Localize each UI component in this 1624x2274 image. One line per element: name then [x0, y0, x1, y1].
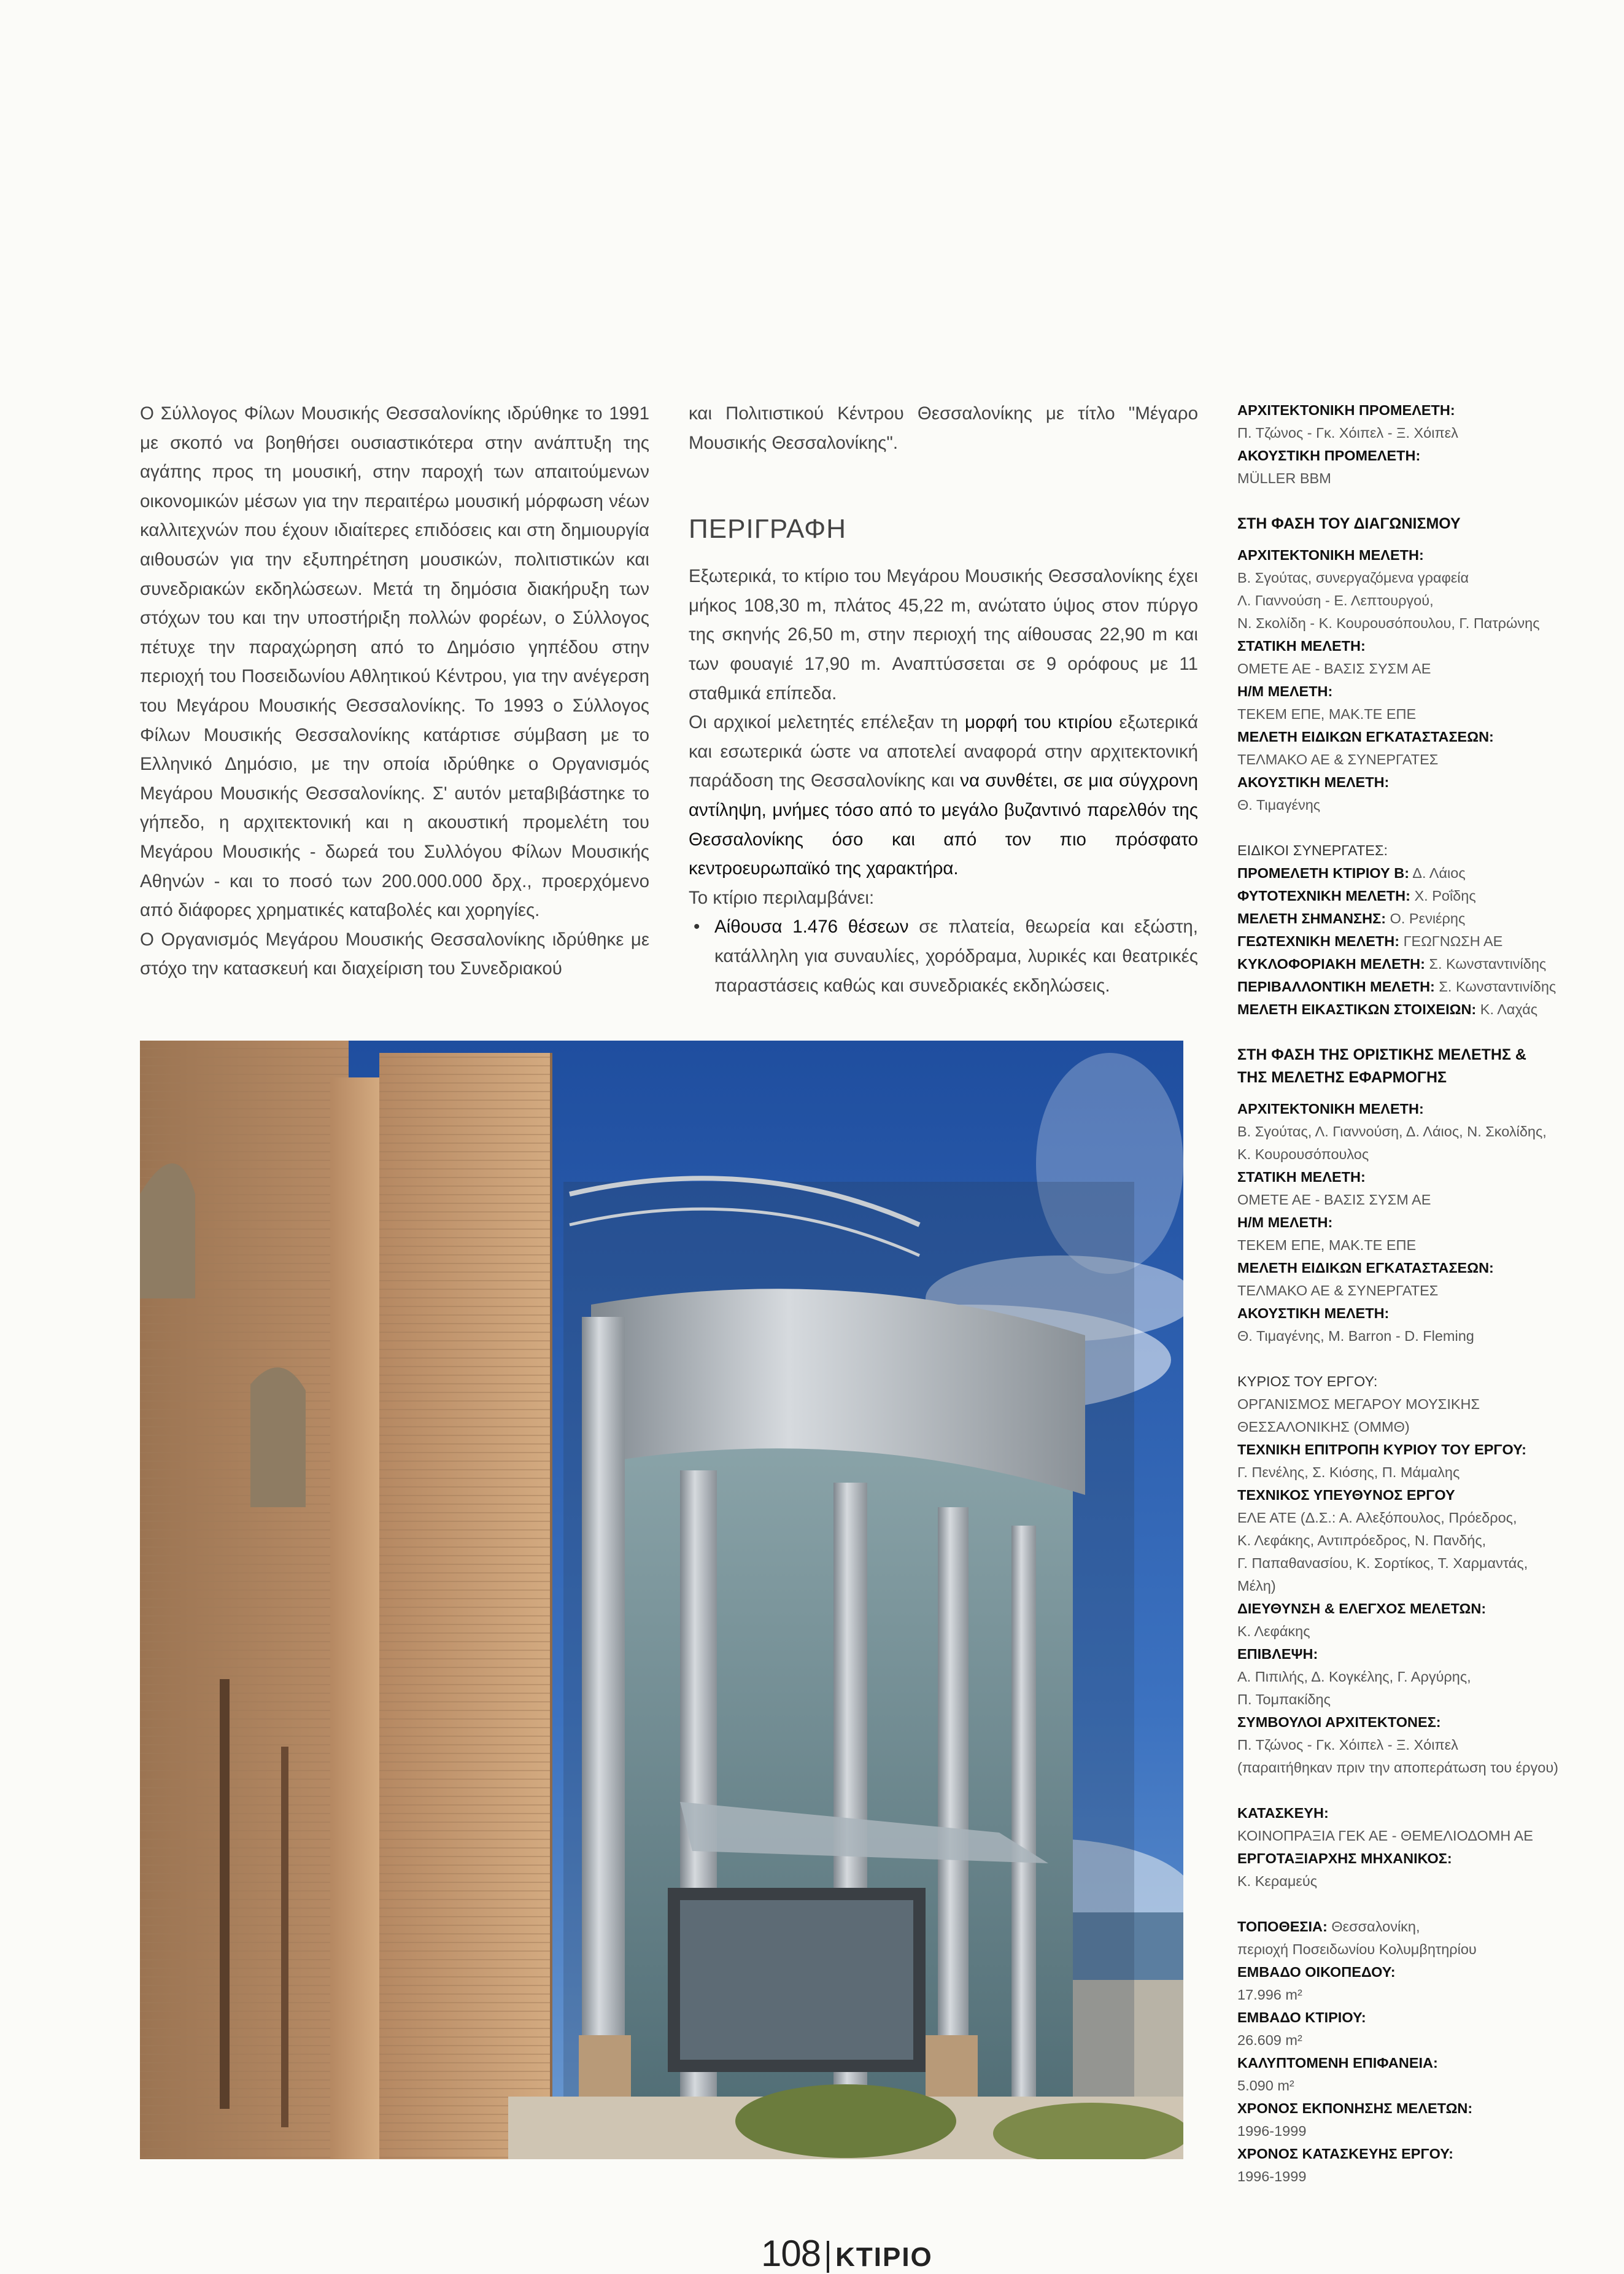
credit-label: ΕΜΒΑΔΟ ΚΤΙΡΙΟΥ: [1237, 2009, 1366, 2025]
credit-label: Η/Μ ΜΕΛΕΤΗ: [1237, 683, 1333, 699]
credit-value: Λ. Γιαννούση - Ε. Λεπτουργού, [1237, 592, 1434, 608]
credit-value: ΟΜΕΤΕ ΑΕ - ΒΑΣΙΣ ΣΥΣΜ ΑΕ [1237, 661, 1431, 677]
credit-label: ΚΑΤΑΣΚΕΥΗ: [1237, 1805, 1329, 1821]
credit-value: 26.609 m² [1237, 2032, 1302, 2048]
intro-paragraph-1: Ο Σύλλογος Φίλων Μουσικής Θεσσαλονίκης ιδρύθηκε το 1991 με σκοπό να βοηθήσει ουσιαστικότερα στην ανάπτυξη της αγάπης προς τη μουσική, στην παροχή των απαιτούμενων οικονομικών μέσων για την περαιτέρω μουσική μόρφωση νέων καλλιτεχνών που έχουν ιδιαίτερες επιδόσεις και στη δημιουργία αιθουσών για την εξυπηρέτηση μουσικών, πολιτιστικών και συνεδριακών εκδηλώσεων. Μετά τη δημόσια διακήρυξη των στόχων του και την υποστήριξη πολλών φορέων, ο Σύλλογος πέτυχε την παραχώρηση από το Δημόσιο γηπέδου στην περιοχή του Ποσειδωνίου Αθλητικού Κέντρου, για την ανέγερση του Μεγάρου Μουσικής Θεσσαλονίκης. Το 1993 ο Σύλλογος Φίλων Μουσικής Θεσσαλονίκης κατάρτισε σύμβαση με το Ελληνικό Δημόσιο, με την οποία ιδρύθηκε ο Οργανισμός Μεγάρου Μουσικής Θεσσαλονίκης. Σ' αυτόν μεταβιβάστηκε το γήπεδο, η αρχιτεκτονική και η ακουστική προμελέτη του Μεγάρου Μουσικής - δωρεά του Συλλόγου Φίλων Μουσικής Αθηνών - και το ποσό των 200.000.000 δρχ., προερχόμενο από διάφορες χρηματικές καταβολές και χορηγίες. [140, 403, 649, 921]
credit-value: Π. Τζώνος - Γκ. Χόιπελ - Ξ. Χόιπελ [1237, 1737, 1458, 1753]
location-value-2: περιοχή Ποσειδωνίου Κολυμβητηρίου [1237, 1941, 1477, 1957]
credit-line [1237, 885, 1612, 907]
credit-value: ΤΕΚΕΜ ΕΠΕ, ΜΑΚ.ΤΕ ΕΠΕ [1237, 1237, 1417, 1253]
continuation-paragraph: και Πολιτιστικού Κέντρου Θεσσαλονίκης με τίτλο "Μέγαρο Μουσικής Θεσσαλονίκης". [689, 403, 1198, 453]
credit-label: ΤΕΧΝΙΚΗ ΕΠΙΤΡΟΠΗ ΚΥΡΙΟΥ ΤΟΥ ΕΡΓΟΥ: [1237, 1442, 1526, 1457]
credit-line [1237, 862, 1612, 885]
credit-label: ΑΡΧΙΤΕΚΤΟΝΙΚΗ ΜΕΛΕΤΗ: [1237, 547, 1424, 563]
credit-value: Α. Πιπιλής, Δ. Κογκέλης, Γ. Αργύρης, [1237, 1669, 1471, 1685]
building-photo [140, 1041, 1183, 2159]
credit-label: ΑΚΟΥΣΤΙΚΗ ΜΕΛΕΤΗ: [1237, 774, 1390, 790]
credit-label: ΣΤΑΤΙΚΗ ΜΕΛΕΤΗ: [1237, 1169, 1366, 1185]
credit-value: ΤΕΛΜΑΚΟ ΑΕ & ΣΥΝΕΡΓΑΤΕΣ [1237, 1283, 1439, 1298]
credit-value: Κ. Λεφάκης, Αντιπρόεδρος, Ν. Πανδής, [1237, 1532, 1487, 1548]
magazine-name: ΚΤΙΡΙΟ [835, 2242, 933, 2272]
credit-label: ΦΥΤΟΤΕΧΝΙΚΗ ΜΕΛΕΤΗ: [1237, 888, 1410, 904]
credit-label: ΤΕΧΝΙΚΟΣ ΥΠΕΥΘΥΝΟΣ ΕΡΓΟΥ [1237, 1487, 1455, 1503]
credit-label: ΑΚΟΥΣΤΙΚΗ ΠΡΟΜΕΛΕΤΗ: [1237, 448, 1421, 464]
building-illustration [140, 1041, 1183, 2159]
credit-value: ΟΜΕΤΕ ΑΕ - ΒΑΣΙΣ ΣΥΣΜ ΑΕ [1237, 1192, 1431, 1208]
desc-highlight-form: μορφή του κτιρίου [964, 712, 1113, 733]
description-column [689, 399, 1198, 1000]
location-label: ΤΟΠΟΘΕΣΙΑ: [1237, 1919, 1328, 1934]
description-paragraph-2 [689, 708, 1198, 883]
credit-value: Θ. Τιμαγένης, M. Barron - D. Fleming [1237, 1328, 1474, 1344]
credit-line [1237, 998, 1612, 1021]
credit-label: ΓΕΩΤΕΧΝΙΚΗ ΜΕΛΕΤΗ: [1237, 933, 1400, 949]
features-list [689, 912, 1198, 1000]
credit-value: ΤΕΛΜΑΚΟ ΑΕ & ΣΥΝΕΡΓΑΤΕΣ [1237, 751, 1439, 767]
section-title-description: ΠΕΡΙΓΡΑΦΗ [689, 514, 846, 545]
page-number: 108 [761, 2233, 821, 2274]
credit-value: Μέλη) [1237, 1578, 1276, 1594]
credit-label: ΣΥΜΒΟΥΛΟΙ ΑΡΧΙΤΕΚΤΟΝΕΣ: [1237, 1714, 1441, 1730]
credits-group-facts [1237, 1915, 1612, 2188]
credit-value: Π. Τζώνος - Γκ. Χόιπελ - Ξ. Χόιπελ [1237, 425, 1458, 441]
credit-value: ΓΕΩΓΝΩΣΗ ΑΕ [1403, 933, 1503, 949]
credit-value: Χ. Ροΐδης [1414, 888, 1476, 904]
credits-group-competition [1237, 544, 1612, 817]
description-paragraph-1: Εξωτερικά, το κτίριο του Μεγάρου Μουσικής Θεσσαλονίκης έχει μήκος 108,30 m, πλάτος 45,22 m, ανώτατο ύψος στον πύργο της σκηνής 26,50 m, στην περιοχή της αίθουσας 22,90 m και των φουαγιέ 17,90 m. Αναπτύσσεται σε 9 ορόφους με 11 σταθμικά επίπεδα. [689, 566, 1198, 704]
credit-value: Δ. Λάιος [1412, 865, 1466, 881]
credit-value: Κ. Λαχάς [1480, 1001, 1538, 1017]
credit-line [1237, 1915, 1612, 1938]
credit-value: Γ. Παπαθανασίου, Κ. Σορτίκος, Τ. Χαρμαντάς, [1237, 1555, 1528, 1571]
credit-value: 1996-1999 [1237, 2168, 1307, 2184]
credit-label: ΜΕΛΕΤΗ ΕΙΔΙΚΩΝ ΕΓΚΑΤΑΣΤΑΣΕΩΝ: [1237, 729, 1494, 745]
feature-hall-text: σε πλατεία, θεωρεία και εξώστη, κατάλληλη για συναυλίες, χορόδραμα, λυρικές και θεατρικές παραστάσεις καθώς και συνεδριακές εκδηλώσεις. [714, 917, 1198, 996]
credit-label: ΔΙΕΥΘΥΝΣΗ & ΕΛΕΓΧΟΣ ΜΕΛΕΤΩΝ: [1237, 1601, 1487, 1616]
credit-label: ΧΡΟΝΟΣ ΕΚΠΟΝΗΣΗΣ ΜΕΛΕΤΩΝ: [1237, 2100, 1473, 2116]
credit-value: Π. Τομπακίδης [1237, 1691, 1331, 1707]
credit-label: ΑΡΧΙΤΕΚΤΟΝΙΚΗ ΠΡΟΜΕΛΕΤΗ: [1237, 402, 1455, 418]
desc-text-c: εξωτερικά και εσωτερικά ώστε να αποτελεί αναφορά στην αρχιτεκτονική παράδοση της Θεσσαλονίκης και [689, 712, 1198, 791]
location-value: Θεσσαλονίκη, [1331, 1919, 1420, 1934]
credit-line [1237, 907, 1612, 930]
credit-label: ΠΡΟΜΕΛΕΤΗ ΚΤΙΡΙΟΥ Β: [1237, 865, 1410, 881]
credit-value: 1996-1999 [1237, 2123, 1307, 2139]
credits-group-special [1237, 862, 1612, 1021]
credits-group-construction [1237, 1802, 1612, 1893]
credit-line [1237, 976, 1612, 998]
feature-item-hall [689, 912, 1198, 1000]
credit-label: Η/Μ ΜΕΛΕΤΗ: [1237, 1214, 1333, 1230]
description-paragraph-3: Το κτίριο περιλαμβάνει: [689, 887, 875, 908]
credit-label: ΑΡΧΙΤΕΚΤΟΝΙΚΗ ΜΕΛΕΤΗ: [1237, 1101, 1424, 1117]
credit-label: ΜΕΛΕΤΗ ΕΙΚΑΣΤΙΚΩΝ ΣΤΟΙΧΕΙΩΝ: [1237, 1001, 1477, 1017]
credits-heading-final-2: ΤΗΣ ΜΕΛΕΤΗΣ ΕΦΑΡΜΟΓΗΣ [1237, 1069, 1447, 1086]
credit-label: ΕΠΙΒΛΕΨΗ: [1237, 1646, 1318, 1662]
credit-value: Γ. Πενέλης, Σ. Κιόσης, Π. Μάμαλης [1237, 1464, 1460, 1480]
intro-paragraph-2: Ο Οργανισμός Μεγάρου Μουσικής Θεσσαλονίκης ιδρύθηκε με στόχο την κατασκευή και διαχείριση του Συνεδριακού [140, 929, 649, 979]
page-footer [761, 2233, 933, 2274]
credit-value: Κ. Κεραμεύς [1237, 1873, 1318, 1889]
credit-label: ΑΚΟΥΣΤΙΚΗ ΜΕΛΕΤΗ: [1237, 1305, 1390, 1321]
special-collaborators-title: ΕΙΔΙΚΟΙ ΣΥΝΕΡΓΑΤΕΣ: [1237, 842, 1388, 858]
credit-value: 17.996 m² [1237, 1987, 1302, 2003]
credit-label: ΧΡΟΝΟΣ ΚΑΤΑΣΚΕΥΗΣ ΕΡΓΟΥ: [1237, 2146, 1453, 2162]
credit-value: Ν. Σκολίδη - Κ. Κουρουσόπουλου, Γ. Πατρώνης [1237, 615, 1540, 631]
feature-hall-highlight: Αίθουσα 1.476 θέσεων [714, 917, 909, 937]
credit-label: ΕΡΓΟΤΑΞΙΑΡΧΗΣ ΜΗΧΑΝΙΚΟΣ: [1237, 1850, 1452, 1866]
credit-value: (παραιτήθηκαν πριν την αποπεράτωση του έργου) [1237, 1760, 1558, 1775]
owner-value: ΟΡΓΑΝΙΣΜΟΣ ΜΕΓΑΡΟΥ ΜΟΥΣΙΚΗΣ [1237, 1396, 1480, 1412]
credits-heading-final-1: ΣΤΗ ΦΑΣΗ ΤΗΣ ΟΡΙΣΤΙΚΗΣ ΜΕΛΕΤΗΣ & [1237, 1046, 1526, 1063]
credit-value: Θ. Τιμαγένης [1237, 797, 1321, 813]
credit-value: Σ. Κωνσταντινίδης [1439, 979, 1556, 995]
credit-line [1237, 930, 1612, 953]
intro-column [140, 399, 649, 984]
credit-value: Κ. Λεφάκης [1237, 1623, 1310, 1639]
credit-label: ΕΜΒΑΔΟ ΟΙΚΟΠΕΔΟΥ: [1237, 1964, 1396, 1980]
credits-group-final [1237, 1098, 1612, 1348]
credit-label: ΜΕΛΕΤΗ ΣΗΜΑΝΣΗΣ: [1237, 910, 1386, 926]
credit-value: ΤΕΚΕΜ ΕΠΕ, ΜΑΚ.ΤΕ ΕΠΕ [1237, 706, 1417, 722]
credit-label: ΜΕΛΕΤΗ ΕΙΔΙΚΩΝ ΕΓΚΑΤΑΣΤΑΣΕΩΝ: [1237, 1260, 1494, 1276]
credits-column [1237, 399, 1612, 2188]
desc-text-a: Οι αρχικοί μελετητές επέλεξαν τη [689, 712, 965, 733]
credit-value: 5.090 m² [1237, 2078, 1294, 2094]
credits-group-preliminary [1237, 399, 1612, 490]
credit-value: Κ. Κουρουσόπουλος [1237, 1146, 1369, 1162]
credit-value: Σ. Κωνσταντινίδης [1429, 956, 1547, 972]
credit-value: Ο. Ρενιέρης [1390, 910, 1466, 926]
credit-value: Β. Σγούτας, συνεργαζόμενα γραφεία [1237, 570, 1469, 586]
credit-label: ΣΤΑΤΙΚΗ ΜΕΛΕΤΗ: [1237, 638, 1366, 654]
credit-label: ΚΥΚΛΟΦΟΡΙΑΚΗ ΜΕΛΕΤΗ: [1237, 956, 1425, 972]
footer-divider [827, 2241, 829, 2273]
desc-highlight-synthesis: να συνθέτει, σε μια σύγχρονη αντίληψη, μνήμες τόσο από το μεγάλο βυζαντινό παρελθόν της Θεσσαλονίκης όσο και από τον πιο πρόσφατο κεντροευρωπαϊκό της χαρακτήρα. [689, 770, 1198, 879]
owner-title: ΚΥΡΙΟΣ ΤΟΥ ΕΡΓΟΥ: [1237, 1373, 1378, 1389]
credit-label: ΠΕΡΙΒΑΛΛΟΝΤΙΚΗ ΜΕΛΕΤΗ: [1237, 979, 1435, 995]
credit-value: ΕΛΕ ΑΤΕ (Δ.Σ.: Α. Αλεξόπουλος, Πρόεδρος, [1237, 1510, 1517, 1526]
credit-value: ΚΟΙΝΟΠΡΑΞΙΑ ΓΕΚ ΑΕ - ΘΕΜΕΛΙΟΔΟΜΗ ΑΕ [1237, 1828, 1533, 1844]
credit-value: MÜLLER BBM [1237, 470, 1331, 486]
credit-value: Β. Σγούτας, Λ. Γιαννούση, Δ. Λάιος, Ν. Σκολίδης, [1237, 1123, 1547, 1139]
owner-value: ΘΕΣΣΑΛΟΝΙΚΗΣ (ΟΜΜΘ) [1237, 1419, 1410, 1435]
credits-group-owner [1237, 1438, 1612, 1779]
credit-label: ΚΑΛΥΠΤΟΜΕΝΗ ΕΠΙΦΑΝΕΙΑ: [1237, 2055, 1438, 2071]
credits-heading-competition: ΣΤΗ ΦΑΣΗ ΤΟΥ ΔΙΑΓΩΝΙΣΜΟΥ [1237, 515, 1461, 532]
credit-line [1237, 953, 1612, 976]
